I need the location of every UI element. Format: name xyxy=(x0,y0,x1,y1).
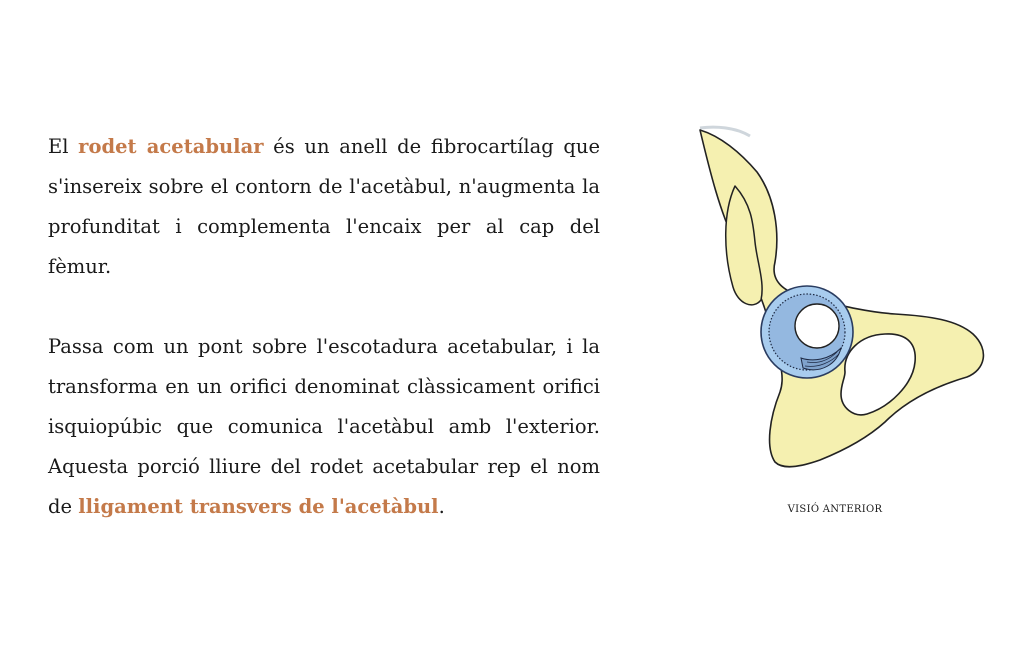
text-column xyxy=(48,127,600,527)
acetabular-fossa xyxy=(795,304,839,348)
term-rodet-acetabular: rodet acetabular xyxy=(78,135,264,158)
hip-bone-illustration xyxy=(695,122,995,482)
hip-bone-svg xyxy=(695,122,995,482)
paragraph-2 xyxy=(48,327,600,527)
term-lligament-transvers: lligament transvers de l'acetàbul xyxy=(78,495,439,518)
figure-caption: VISIÓ ANTERIOR xyxy=(787,504,883,515)
paragraph-1 xyxy=(48,127,600,287)
paragraph-1-post: és un anell de fibrocartílag que s'insereix sobre el contorn de l'acetàbul, n'augmenta la profunditat i complementa l'encaix per al cap del fèmur. xyxy=(48,135,600,278)
paragraph-2-post: . xyxy=(438,495,445,518)
paragraph-1-pre: El xyxy=(48,135,79,158)
paragraph-2-pre: Passa com un pont sobre l'escotadura acetabular, i la transforma en un orifici denominat clàssicament orifici isquiopúbic que comunica l'acetàbul amb l'exterior. Aquesta porció lliure del rodet acetabular rep el nom de xyxy=(48,335,600,518)
